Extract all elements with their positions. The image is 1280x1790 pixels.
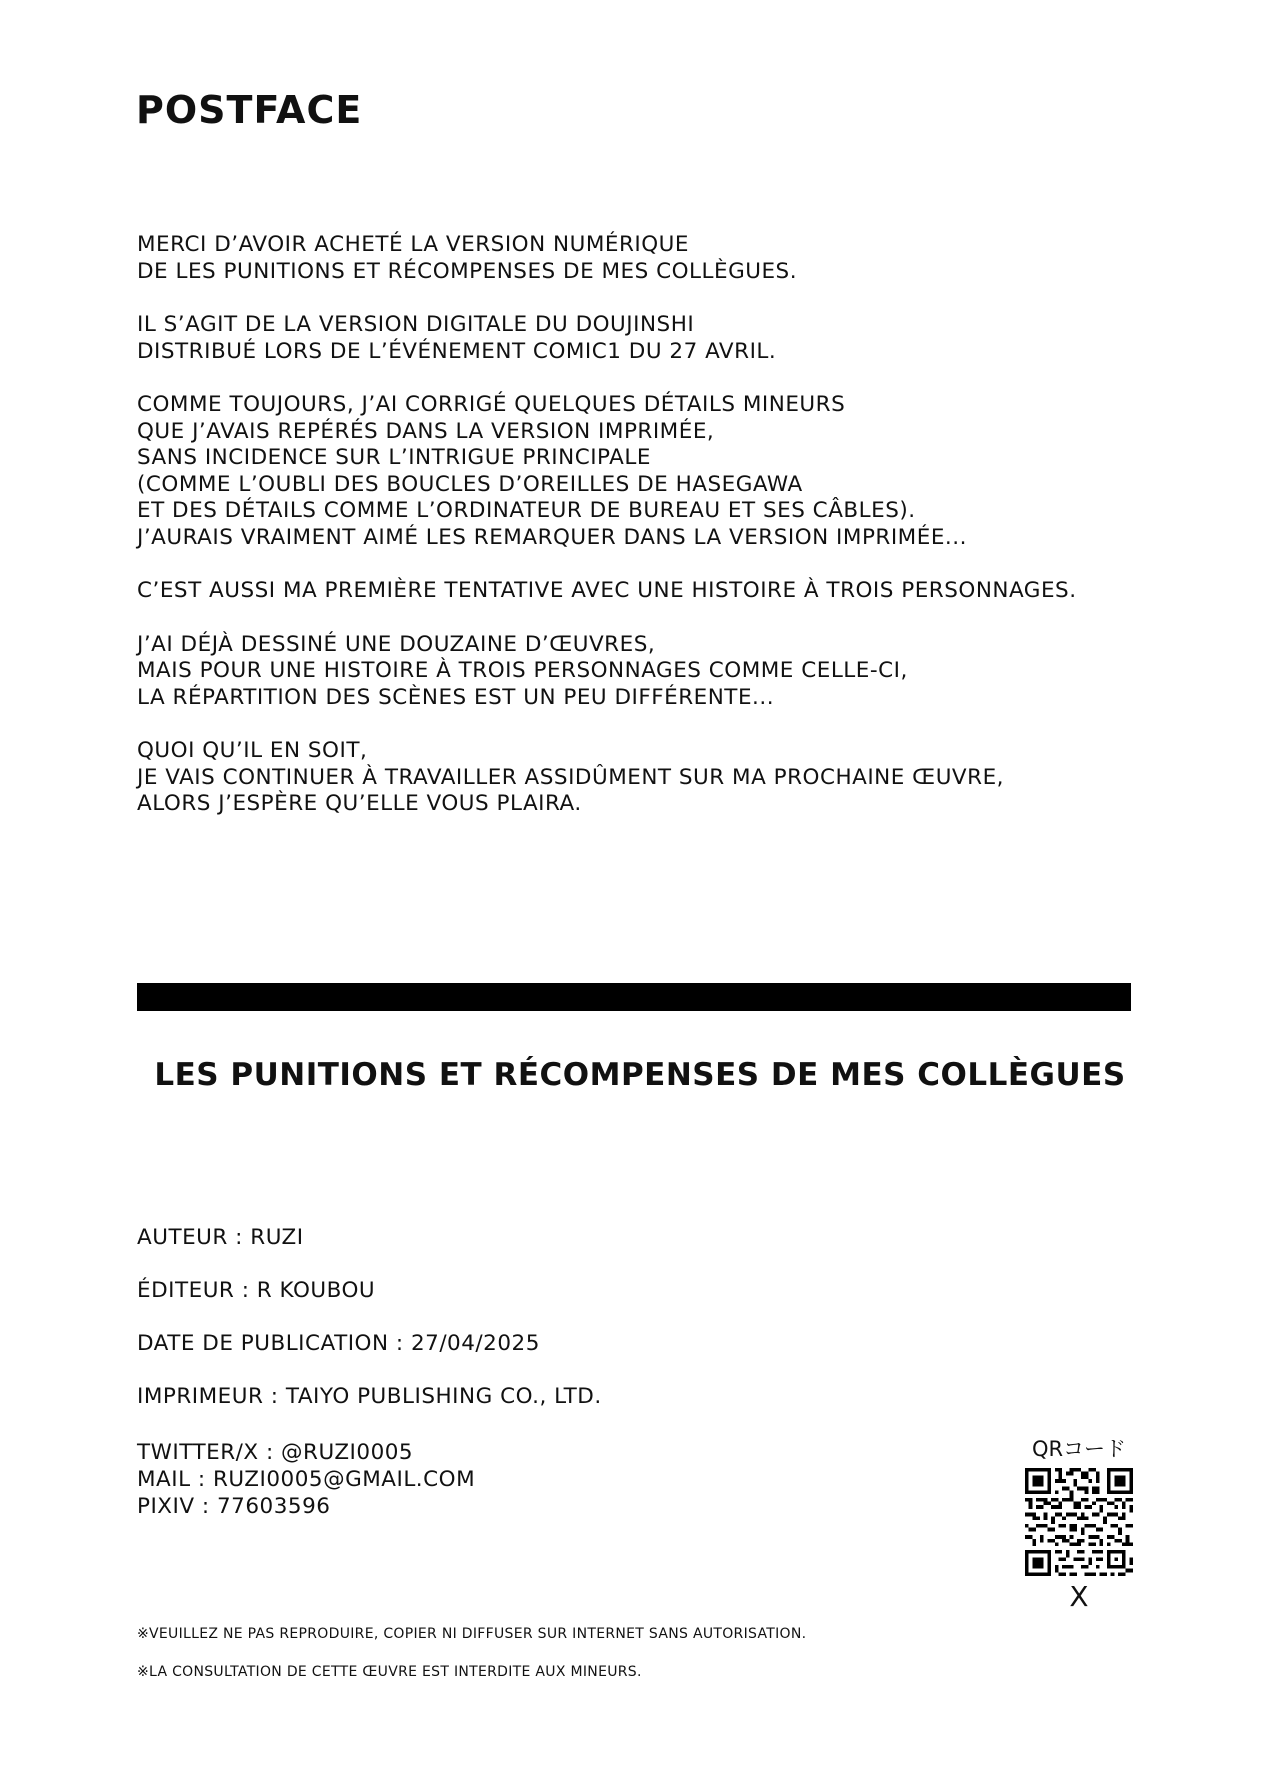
body-line: DISTRIBUÉ LORS DE L’ÉVÉNEMENT COMIC1 DU 27 AVRIL. [137, 338, 777, 364]
body-line: QUOI QU’IL EN SOIT, [137, 738, 368, 763]
qr-code-caption: X [1069, 1580, 1089, 1613]
legal-notes [137, 1624, 806, 1700]
body-line: DE LES PUNITIONS ET RÉCOMPENSES DE MES COLLÈGUES. [137, 258, 798, 284]
body-line: C’EST AUSSI MA PREMIÈRE TENTATIVE AVEC UNE HISTOIRE À TROIS PERSONNAGES. [137, 578, 1077, 603]
paragraph-thanks [137, 232, 1137, 285]
credit-publisher: ÉDITEUR : R KOUBOU [137, 1278, 376, 1303]
note-no-reproduction: ※VEUILLEZ NE PAS REPRODUIRE, COPIER NI DIFFUSER SUR INTERNET SANS AUTORISATION. [137, 1626, 807, 1642]
postface-body [137, 232, 1137, 845]
contact-info [137, 1439, 475, 1520]
body-line: SANS INCIDENCE SUR L’INTRIGUE PRINCIPALE [137, 445, 651, 470]
contact-pixiv[interactable]: PIXIV : 77603596 [137, 1494, 331, 1519]
body-line: ALORS J’ESPÈRE QU’ELLE VOUS PLAIRA. [137, 791, 582, 816]
body-line: COMME TOUJOURS, J’AI CORRIGÉ QUELQUES DÉTAILS MINEURS [137, 392, 846, 417]
body-line: J’AI DÉJÀ DESSINÉ UNE DOUZAINE D’ŒUVRES, [137, 631, 656, 657]
qr-code-block [1020, 1436, 1138, 1612]
contact-twitter[interactable]: TWITTER/X : @RUZI0005 [137, 1440, 414, 1465]
body-line: IL S’AGIT DE LA VERSION DIGITALE DU DOUJINSHI [137, 312, 695, 337]
page-title: POSTFACE [136, 88, 363, 132]
paragraph-first-attempt [137, 578, 1137, 605]
credit-author: AUTEUR : RUZI [137, 1225, 304, 1250]
paragraph-digital-version [137, 312, 1137, 365]
body-line: MERCI D’AVOIR ACHETÉ LA VERSION NUMÉRIQUE [137, 232, 689, 257]
qr-code-icon[interactable] [1025, 1468, 1133, 1576]
qr-code-label: QRコード [1031, 1437, 1127, 1461]
body-line: MAIS POUR UNE HISTOIRE À TROIS PERSONNAGES COMME CELLE-CI, [137, 658, 908, 683]
note-adults-only: ※LA CONSULTATION DE CETTE ŒUVRE EST INTERDITE AUX MINEURS. [137, 1664, 642, 1680]
paragraph-closing [137, 738, 1137, 818]
body-line: QUE J’AVAIS REPÉRÉS DANS LA VERSION IMPRIMÉE, [137, 418, 715, 444]
body-line: ET DES DÉTAILS COMME L’ORDINATEUR DE BUREAU ET SES CÂBLES). [137, 498, 916, 523]
paragraph-works [137, 632, 1137, 712]
divider-bar [137, 983, 1131, 1011]
body-line: J’AURAIS VRAIMENT AIMÉ LES REMARQUER DANS LA VERSION IMPRIMÉE... [137, 524, 967, 550]
contact-mail[interactable]: MAIL : RUZI0005@GMAIL.COM [137, 1467, 476, 1492]
body-line: JE VAIS CONTINUER À TRAVAILLER ASSIDÛMENT SUR MA PROCHAINE ŒUVRE, [137, 764, 1004, 790]
colophon-credits [137, 1225, 602, 1437]
paragraph-corrections [137, 392, 1137, 551]
book-title: LES PUNITIONS ET RÉCOMPENSES DE MES COLLÈGUES [154, 1057, 1126, 1093]
credit-publication-date: DATE DE PUBLICATION : 27/04/2025 [137, 1331, 540, 1356]
credit-printer: IMPRIMEUR : TAIYO PUBLISHING CO., LTD. [137, 1384, 602, 1409]
body-line: (COMME L’OUBLI DES BOUCLES D’OREILLES DE HASEGAWA [137, 471, 803, 497]
body-line: LA RÉPARTITION DES SCÈNES EST UN PEU DIFFÉRENTE... [137, 684, 775, 710]
